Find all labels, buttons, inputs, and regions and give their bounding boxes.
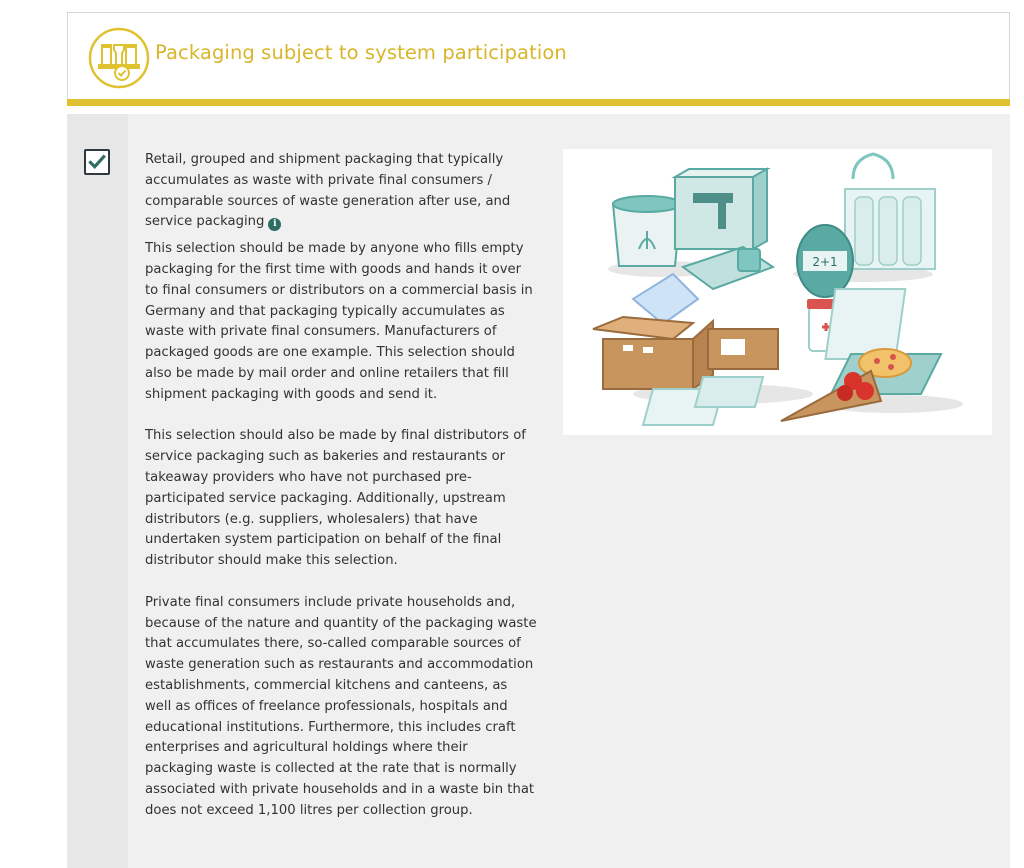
info-icon[interactable]: i <box>268 218 281 231</box>
option-label[interactable] <box>145 150 537 233</box>
description-paragraph: Private final consumers include private households and, because of the nature and quantity of the packaging waste that accumulates there, so-called comparable sources of waste generation such as restaurants and accommodation establishments, commercial kitchens and canteens, as well as offices of freelance professionals, hospitals and educational institutions. Furthermore, this includes craft enterprises and agricultural holdings where their packaging waste is collected at the rate that is normally associated with private households and in a waste bin that does not exceed 1,100 litres per collection group. <box>145 594 537 818</box>
option-label-text: Retail, grouped and shipment packaging that typically accumulates as waste with private final consumers / comparable sources of waste generation after use, and service packaging <box>145 152 511 230</box>
multipack-badge-text: 2+1 <box>812 255 838 269</box>
packaging-option-checkbox[interactable] <box>84 149 110 175</box>
header-accent-bar <box>67 99 1010 106</box>
option-description <box>145 150 537 842</box>
checkmark-icon <box>88 153 106 171</box>
section-header <box>67 12 1010 106</box>
checkbox-column <box>67 114 128 868</box>
description-paragraph: This selection should be made by anyone who fills empty packaging for the first time with goods and hands it over to final consumers or distributors on a commercial basis in Germany and that packaging typically accumulates as waste with private final consumers. Manufacturers of packaged goods are one example. This selection should also be made by mail order and online retailers that fill shipment packaging with goods and send it. <box>145 241 533 402</box>
description-paragraph: This selection should also be made by final distributors of service packaging such as bakeries and restaurants or takeaway providers who have not purchased pre-participated service packaging. Additionally, upstream distributors (e.g. suppliers, wholesalers) that have undertaken system participation on behalf of the final distributor should make this selection. <box>145 428 526 569</box>
option-panel <box>67 114 1010 868</box>
section-title: Packaging subject to system participation <box>155 41 567 64</box>
packaging-illustration <box>563 149 992 435</box>
packaging-seal-icon <box>88 27 150 89</box>
packaging-illustration-graphic <box>563 149 992 435</box>
